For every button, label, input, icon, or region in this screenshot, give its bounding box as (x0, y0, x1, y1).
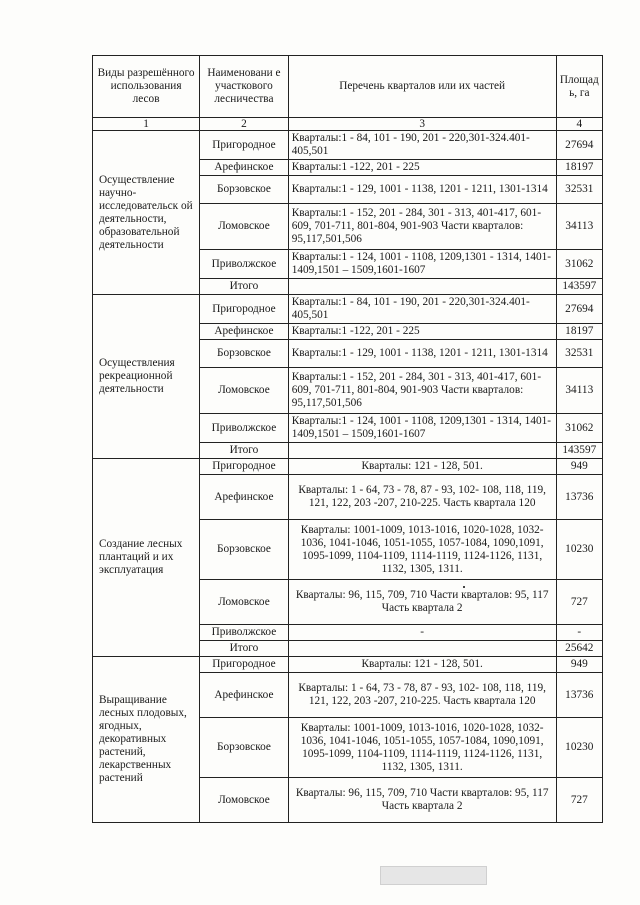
quarters-cell: Кварталы: 1 - 64, 73 - 78, 87 - 93, 102- 108, 118, 119, 121, 122, 203 -207, 210-225. Часть квартала 120 (288, 673, 556, 718)
quarters-cell: Кварталы: 121 - 128, 501. (288, 459, 556, 475)
forestry-name: Арефинское (200, 673, 289, 718)
quarters-cell: Кварталы:1 - 84, 101 - 190, 201 - 220,301-324.401-405,501 (288, 131, 556, 160)
area-value: 949 (556, 657, 602, 673)
forestry-name: Борзовское (200, 718, 289, 778)
scan-speck (463, 586, 465, 588)
stamp-mark (380, 866, 487, 885)
area-value: 13736 (556, 673, 602, 718)
forestry-name: Приволжское (200, 250, 289, 279)
total-label: Итого (200, 641, 289, 657)
area-value: 31062 (556, 414, 602, 443)
area-value: 31062 (556, 250, 602, 279)
forestry-name: Пригородное (200, 131, 289, 160)
area-value: 34113 (556, 204, 602, 250)
quarters-cell: Кварталы: 1001-1009, 1013-1016, 1020-1028, 1032-1036, 1041-1046, 1051-1055, 1057-1084, 1090,1091, 1095-1099, 1104-1109, 1114-1119, 1124-1126, 1131, 1132, 1305, 1311. (288, 520, 556, 580)
use-type-cell: Осуществления рекреационной деятельности (93, 295, 200, 459)
forestry-name: Ломовское (200, 580, 289, 625)
forestry-name: Арефинское (200, 475, 289, 520)
area-value: 727 (556, 778, 602, 823)
table-row (93, 459, 603, 475)
column-number: 4 (556, 118, 602, 131)
quarters-cell: Кварталы: 1001-1009, 1013-1016, 1020-1028, 1032-1036, 1041-1046, 1051-1055, 1057-1084, 1090,1091, 1095-1099, 1104-1109, 1114-1119, 1124-1126, 1131, 1132, 1305, 1311. (288, 718, 556, 778)
area-value: 32531 (556, 340, 602, 368)
quarters-cell: Кварталы: 96, 115, 709, 710 Части кварталов: 95, 117 Часть квартала 2 (288, 778, 556, 823)
area-value: 27694 (556, 295, 602, 324)
forestry-name: Борзовское (200, 176, 289, 204)
header-forestry: Наименовани е участкового лесничества (200, 56, 289, 118)
quarters-cell: Кварталы:1 - 124, 1001 - 1108, 1209,1301 - 1314, 1401-1409,1501 – 1509,1601-1607 (288, 414, 556, 443)
header-area: Площад ь, га (556, 56, 602, 118)
quarters-cell: Кварталы:1 - 129, 1001 - 1138, 1201 - 1211, 1301-1314 (288, 340, 556, 368)
quarters-cell: Кварталы:1 -122, 201 - 225 (288, 160, 556, 176)
forestry-name: Пригородное (200, 459, 289, 475)
quarters-cell: Кварталы: 96, 115, 709, 710 Части кварталов: 95, 117 Часть квартала 2 (288, 580, 556, 625)
quarters-cell: Кварталы:1 - 124, 1001 - 1108, 1209,1301 - 1314, 1401-1409,1501 – 1509,1601-1607 (288, 250, 556, 279)
header-quarters: Перечень кварталов или их частей (288, 56, 556, 118)
total-spacer (288, 443, 556, 459)
forestry-name: Ломовское (200, 778, 289, 823)
area-value: 10230 (556, 520, 602, 580)
column-number: 1 (93, 118, 200, 131)
quarters-cell: - (288, 625, 556, 641)
forestry-name: Приволжское (200, 414, 289, 443)
total-spacer (288, 279, 556, 295)
quarters-cell: Кварталы:1 - 129, 1001 - 1138, 1201 - 1211, 1301-1314 (288, 176, 556, 204)
forestry-name: Борзовское (200, 340, 289, 368)
forestry-name: Пригородное (200, 657, 289, 673)
forestry-name: Арефинское (200, 160, 289, 176)
forestry-name: Ломовское (200, 204, 289, 250)
area-value: 10230 (556, 718, 602, 778)
area-value: 32531 (556, 176, 602, 204)
quarters-cell: Кварталы:1 -122, 201 - 225 (288, 324, 556, 340)
area-value: 18197 (556, 324, 602, 340)
header-row (93, 56, 603, 118)
forestry-name: Борзовское (200, 520, 289, 580)
total-value: 25642 (556, 641, 602, 657)
forestry-name: Ломовское (200, 368, 289, 414)
total-spacer (288, 641, 556, 657)
total-value: 143597 (556, 443, 602, 459)
forestry-name: Пригородное (200, 295, 289, 324)
area-value: - (556, 625, 602, 641)
forest-use-table (92, 55, 603, 823)
area-value: 34113 (556, 368, 602, 414)
area-value: 949 (556, 459, 602, 475)
quarters-cell: Кварталы:1 - 84, 101 - 190, 201 - 220,301-324.401-405,501 (288, 295, 556, 324)
header-use-type: Виды разрешённого использования лесов (93, 56, 200, 118)
column-number-row (93, 118, 603, 131)
quarters-cell: Кварталы:1 - 152, 201 - 284, 301 - 313, 401-417, 601-609, 701-711, 801-804, 901-903 Части кварталов: 95,117,501,506 (288, 368, 556, 414)
area-value: 13736 (556, 475, 602, 520)
forestry-name: Приволжское (200, 625, 289, 641)
use-type-cell: Осуществление научно-исследовательск ой деятельности, образовательной деятельности (93, 131, 200, 295)
total-label: Итого (200, 443, 289, 459)
use-type-cell: Выращивание лесных плодовых, ягодных, декоративных растений, лекарственных растений (93, 657, 200, 823)
table-row (93, 295, 603, 324)
area-value: 18197 (556, 160, 602, 176)
quarters-cell: Кварталы: 1 - 64, 73 - 78, 87 - 93, 102- 108, 118, 119, 121, 122, 203 -207, 210-225. Часть квартала 120 (288, 475, 556, 520)
use-type-cell: Создание лесных плантаций и их эксплуатация (93, 459, 200, 657)
total-value: 143597 (556, 279, 602, 295)
total-label: Итого (200, 279, 289, 295)
column-number: 2 (200, 118, 289, 131)
area-value: 727 (556, 580, 602, 625)
table-row (93, 131, 603, 160)
column-number: 3 (288, 118, 556, 131)
table-row (93, 657, 603, 673)
area-value: 27694 (556, 131, 602, 160)
quarters-cell: Кварталы:1 - 152, 201 - 284, 301 - 313, 401-417, 601-609, 701-711, 801-804, 901-903 Части кварталов: 95,117,501,506 (288, 204, 556, 250)
quarters-cell: Кварталы: 121 - 128, 501. (288, 657, 556, 673)
forestry-name: Арефинское (200, 324, 289, 340)
